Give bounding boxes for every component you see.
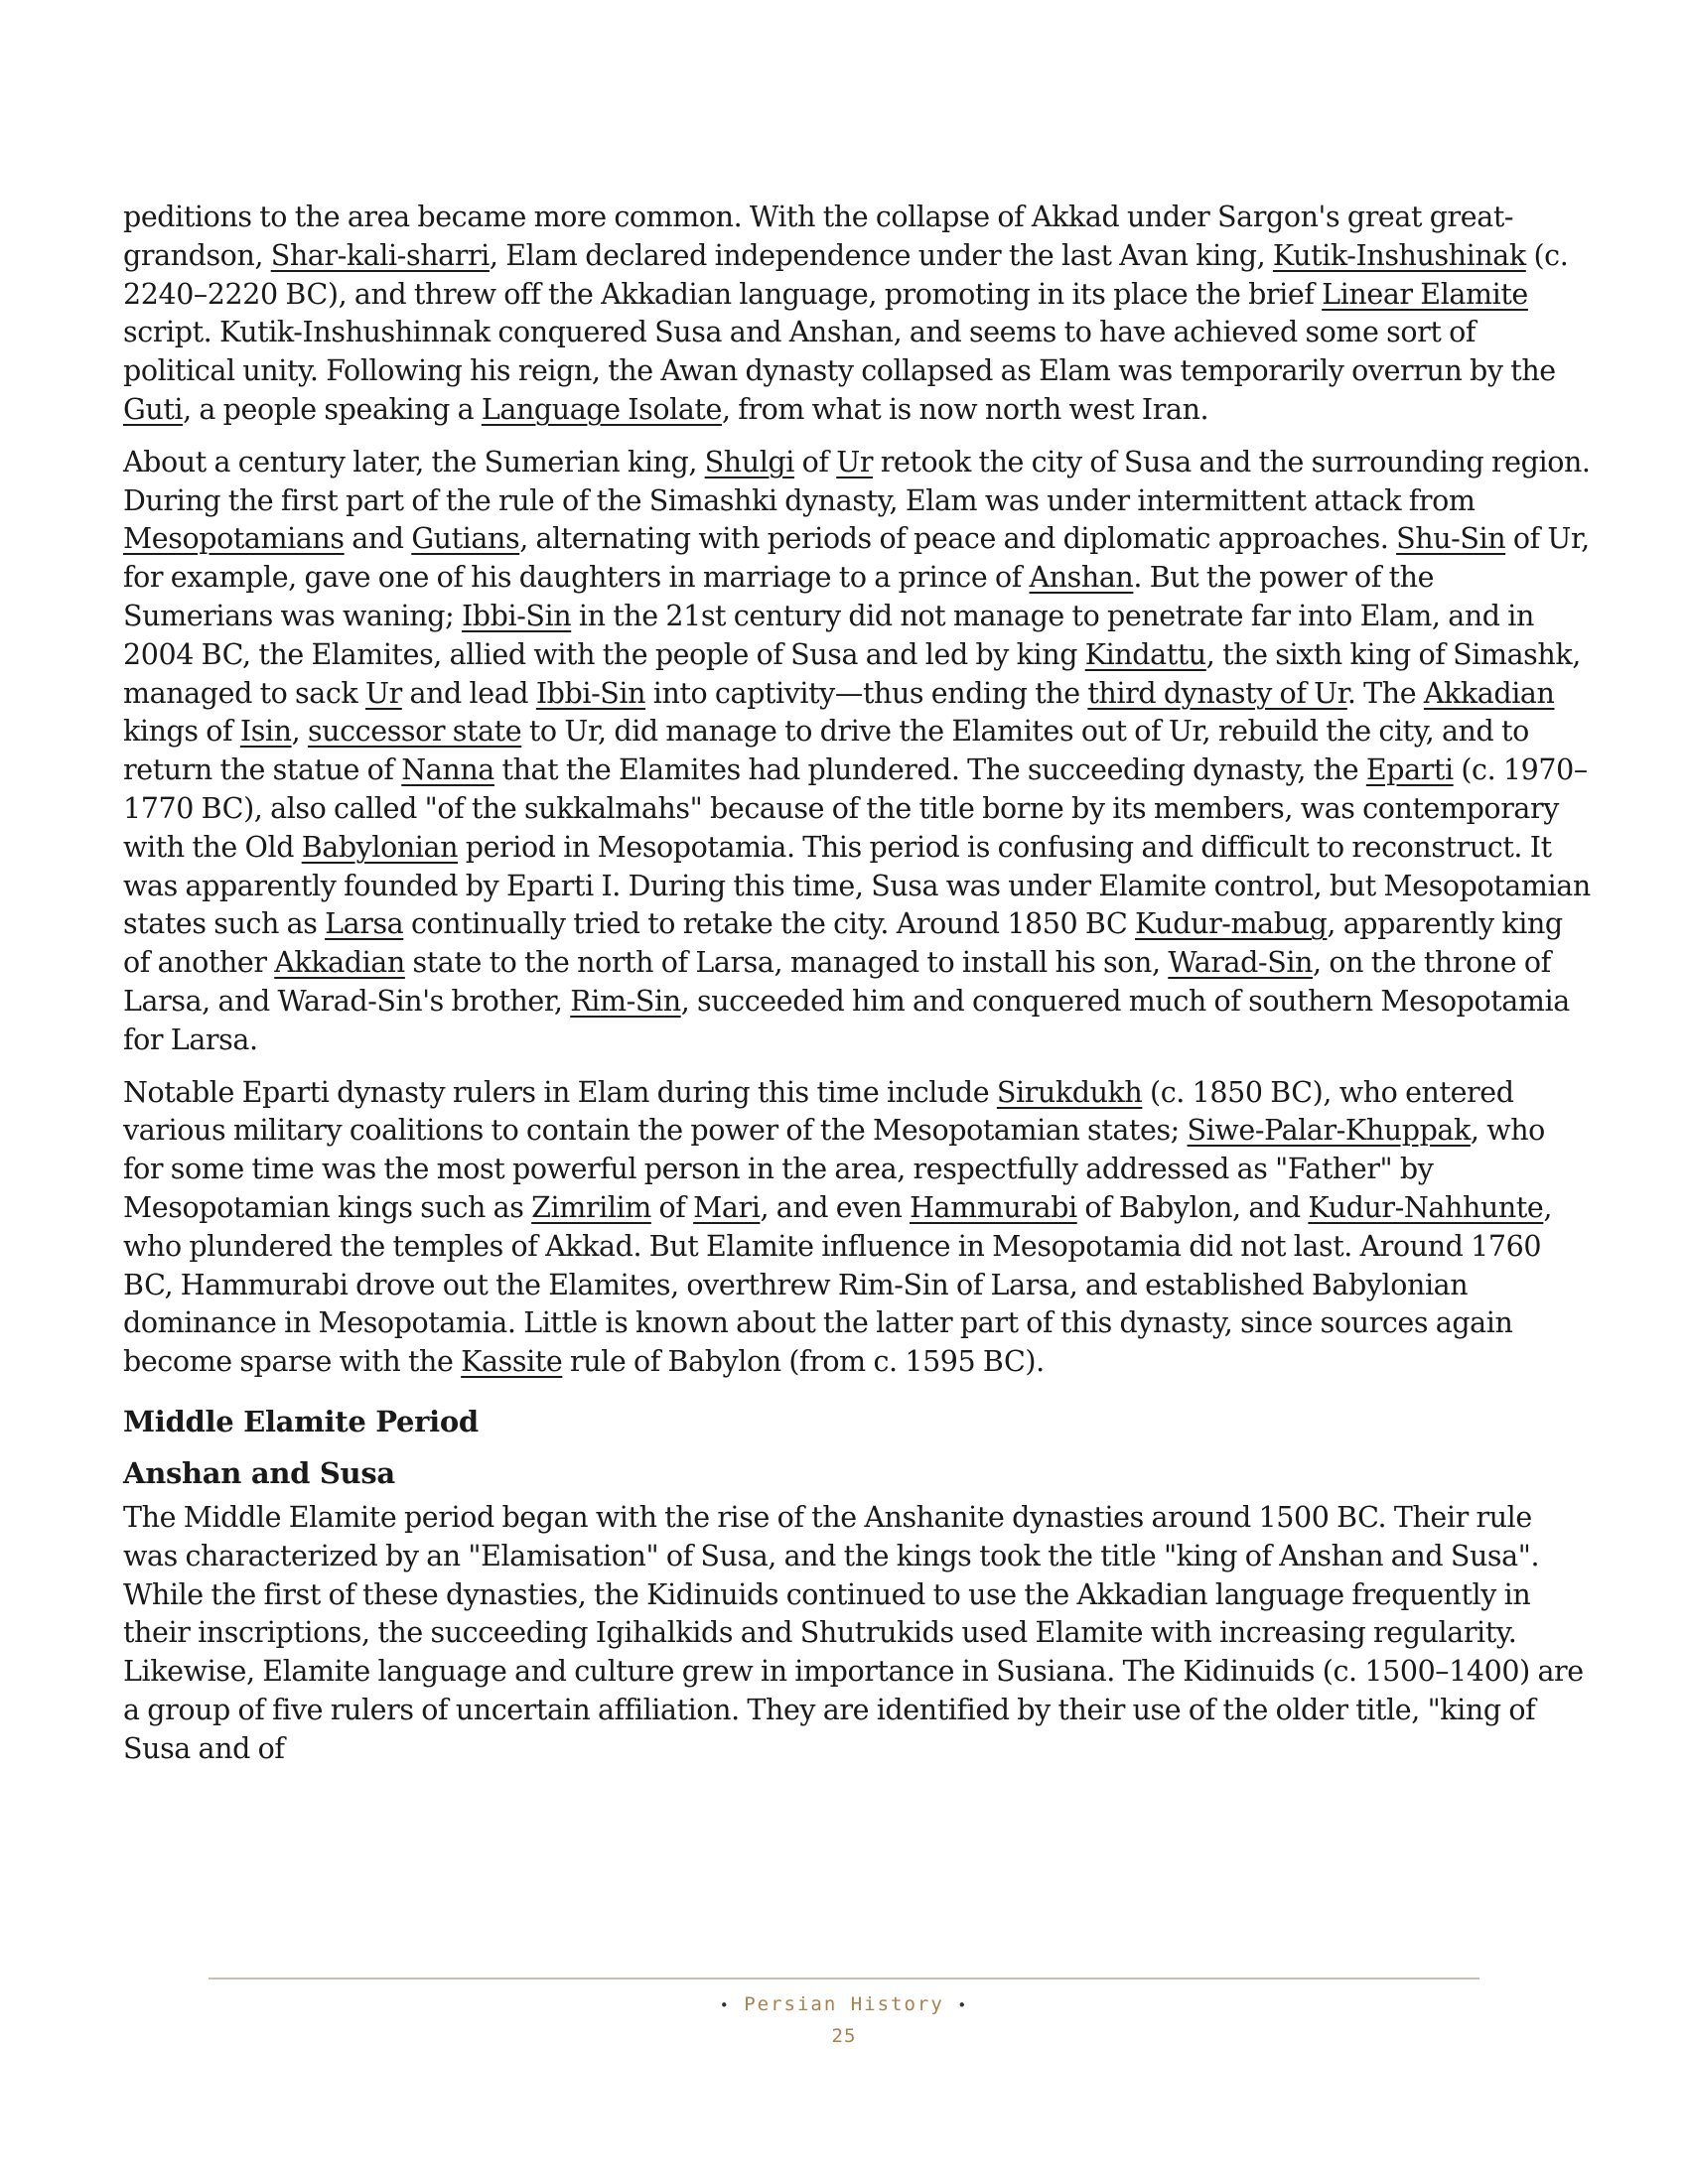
paragraph-1	[123, 199, 1591, 430]
link-babylonian[interactable]: Babylonian	[301, 830, 459, 864]
link-kassite[interactable]: Kassite	[461, 1345, 563, 1379]
text-run: and lead	[401, 676, 536, 710]
text-run: , who plundered the temples of Akkad. But Elamite influence in Mesopotamia did not last. Around 1760 BC, Hammurabi drove out the Elamites, overthrew Rim-Sin of Larsa, and established Babylonian dominance in Mesopotamia. Little is known about the latter part of this dynasty, since sources again become sparse with the	[123, 1190, 1553, 1379]
footer-title-text: Persian History	[744, 1993, 944, 2015]
bullet-icon: •	[719, 1996, 731, 2014]
text-run: in the 21st century did not manage to penetrate far into Elam, and in 2004 BC, the Elamites, allied with the people of Susa and led by king	[123, 599, 1534, 671]
document-body	[123, 199, 1591, 1782]
text-run: period in Mesopotamia. This period is confusing and difficult to reconstruct. It was apparently founded by Eparti I. During this time, Susa was under Elamite control, but Mesopotamian states such as	[123, 830, 1591, 941]
text-run: , Elam declared independence under the last Avan king,	[489, 238, 1273, 272]
link-siwe-palar-khuppak[interactable]: Siwe-Palar-Khuppak	[1187, 1114, 1471, 1148]
paragraph-4: The Middle Elamite period began with the rise of the Anshanite dynasties around 1500 BC. Their rule was characterized by an "Elamisation" of Susa, and the kings took the title "king of Anshan and Susa". While the first of these dynasties, the Kidinuids continued to use the Akkadian language frequently in their inscriptions, the succeeding Igihalkids and Shutrukids used Elamite with increasing regularity. Likewise, Elamite language and culture grew in importance in Susiana. The Kidinuids (c. 1500–1400) are a group of five rulers of uncertain affiliation. They are identified by their use of the older title, "king of Susa and of	[123, 1500, 1584, 1765]
link-linear-elamite[interactable]: Linear Elamite	[1322, 277, 1528, 311]
page-number: 25	[831, 2025, 857, 2047]
link-ibbi-sin[interactable]: Ibbi-Sin	[535, 676, 646, 710]
link-larsa[interactable]: Larsa	[325, 907, 404, 941]
text-run: , the sixth king of Simashk, managed to sack	[123, 637, 1581, 710]
link-successor-state[interactable]: successor state	[307, 715, 522, 749]
footer-divider	[209, 1978, 1479, 1979]
link-gutians[interactable]: Gutians	[411, 522, 520, 556]
text-run: and	[344, 522, 412, 556]
text-run: . The	[1346, 676, 1424, 710]
link-ibbi-sin[interactable]: Ibbi-Sin	[461, 599, 572, 632]
text-run: , on the throne of Larsa, and Warad-Sin's brother,	[123, 946, 1551, 1018]
text-run: to Ur, did manage to drive the Elamites out of Ur, rebuild the city, and to return the statue of	[123, 715, 1529, 787]
text-run: kings of	[123, 715, 240, 749]
link-kutik-inshushinak[interactable]: Kutik-Inshushinak	[1272, 238, 1526, 272]
text-run: (c. 1850 BC), who entered various military coalitions to contain the power of the Mesopotamian states;	[123, 1075, 1514, 1148]
text-run: , who for some time was the most powerful person in the area, respectfully addressed as "Father" by Mesopotamian kings such as	[123, 1114, 1545, 1224]
link-shar-kali-sharri[interactable]: Shar-kali-sharri	[270, 238, 490, 272]
text-run: of Babylon, and	[1076, 1190, 1309, 1224]
link-third-dynasty-of-ur[interactable]: third dynasty of Ur	[1087, 676, 1347, 710]
link-guti[interactable]: Guti	[123, 392, 184, 426]
text-run: , and even	[760, 1190, 911, 1224]
section-heading-middle-elamite-period: Middle Elamite Period	[123, 1404, 479, 1438]
text-run: of	[650, 1190, 694, 1224]
text-run: (c. 2240–2220 BC), and threw off the Akkadian language, promoting in its place the brief	[123, 238, 1569, 311]
text-run: , alternating with periods of peace and diplomatic approaches.	[519, 522, 1397, 556]
link-kudur-nahhunte[interactable]: Kudur-Nahhunte	[1308, 1190, 1544, 1224]
link-isin[interactable]: Isin	[239, 715, 292, 749]
paragraph-2	[123, 444, 1591, 1060]
link-hammurabi[interactable]: Hammurabi	[910, 1190, 1077, 1224]
link-shulgi[interactable]: Shulgi	[704, 445, 794, 478]
text-run: , apparently king of another	[123, 907, 1563, 980]
text-run: into captivity—thus ending the	[645, 676, 1088, 710]
link-zimrilim[interactable]: Zimrilim	[531, 1190, 651, 1224]
text-run: state to the north of Larsa, managed to install his son,	[404, 946, 1169, 980]
text-run: rule of Babylon (from c. 1595 BC).	[562, 1345, 1045, 1379]
link-nanna[interactable]: Nanna	[401, 753, 494, 787]
link-mesopotamians[interactable]: Mesopotamians	[123, 522, 345, 556]
link-kudur-mabug[interactable]: Kudur-mabug	[1135, 907, 1328, 941]
text-run: , succeeded him and conquered much of southern Mesopotamia for Larsa.	[123, 984, 1570, 1056]
link-sirukdukh[interactable]: Sirukdukh	[996, 1075, 1143, 1109]
text-run: script. Kutik-Inshushinnak conquered Susa and Anshan, and seems to have achieved some sort of political unity. Following his reign, the Awan dynasty collapsed as Elam was temporarily overrun by the	[123, 316, 1556, 388]
text-run: ,	[291, 715, 308, 749]
text-run: of Ur, for example, gave one of his daughters in marriage to a prince of	[123, 522, 1590, 595]
link-eparti[interactable]: Eparti	[1365, 753, 1454, 787]
text-run: of	[793, 445, 837, 478]
paragraph-3	[123, 1074, 1591, 1382]
text-run: , a people speaking a	[183, 392, 482, 426]
link-akkadian[interactable]: Akkadian	[274, 946, 405, 980]
link-warad-sin[interactable]: Warad-Sin	[1168, 946, 1314, 980]
text-run: About a century later, the Sumerian king,	[123, 445, 705, 478]
link-ur[interactable]: Ur	[836, 445, 874, 478]
text-run: that the Elamites had plundered. The succeeding dynasty, the	[493, 753, 1366, 787]
link-language-isolate[interactable]: Language Isolate	[481, 392, 722, 426]
bullet-icon: •	[957, 1996, 969, 2014]
link-kindattu[interactable]: Kindattu	[1084, 637, 1206, 671]
subsection-heading-anshan-and-susa: Anshan and Susa	[123, 1455, 395, 1490]
text-run: peditions to the area became more common. With the collapse of Akkad under Sargon's great great-grandson,	[123, 201, 1514, 272]
text-run: continually tried to retake the city. Around 1850 BC	[403, 907, 1136, 941]
footer-running-title	[0, 1993, 1688, 2015]
link-anshan[interactable]: Anshan	[1029, 561, 1134, 595]
link-shu-sin[interactable]: Shu-Sin	[1396, 522, 1506, 556]
link-ur[interactable]: Ur	[364, 676, 402, 710]
text-run: Notable Eparti dynasty rulers in Elam during this time include	[123, 1075, 997, 1109]
text-run: . But the power of the Sumerians was waning;	[123, 561, 1435, 632]
link-rim-sin[interactable]: Rim-Sin	[570, 984, 681, 1018]
text-run: , from what is now north west Iran.	[721, 392, 1209, 426]
text-run: (c. 1970–1770 BC), also called "of the sukkalmahs" because of the title borne by its members, was contemporary with the Old	[123, 753, 1588, 864]
link-mari[interactable]: Mari	[693, 1190, 761, 1224]
text-run: retook the city of Susa and the surrounding region. During the first part of the rule of the Simashki dynasty, Elam was under intermittent attack from	[123, 445, 1591, 517]
link-akkadian[interactable]: Akkadian	[1423, 676, 1555, 710]
